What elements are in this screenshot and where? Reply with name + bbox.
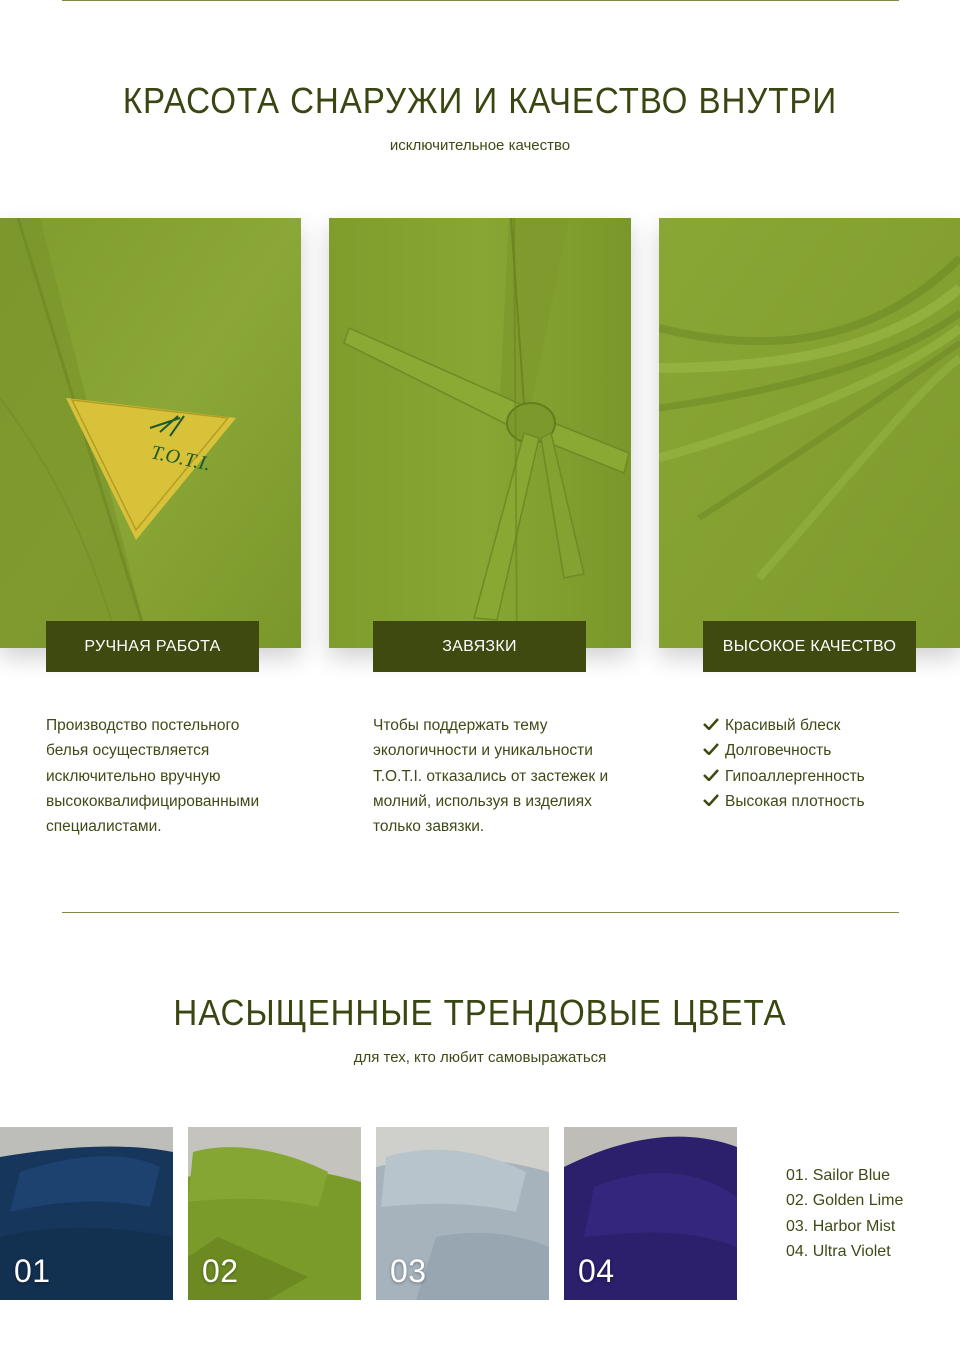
checklist-item: Гипоаллергенность [703,764,865,789]
top-divider [62,0,899,1]
section-title-colors: НАСЫЩЕННЫЕ ТРЕНДОВЫЕ ЦВЕТА [173,992,787,1033]
color-swatch-sailor-blue[interactable]: 01 [0,1127,173,1300]
badge-ties: ЗАВЯЗКИ [373,621,586,672]
svg-text:T.O.T.I.: T.O.T.I. [148,441,213,476]
section-subtitle-colors: для тех, кто любит самовыражаться [353,1049,607,1066]
ties-description: Чтобы поддержать тему экологичности и уникальности T.O.T.I. отказались от застежек и молний, используя в изделиях только завязки. [373,717,609,836]
photo-quality [659,218,960,648]
check-icon [703,738,725,763]
checklist-item: Красивый блеск [703,713,865,738]
section-divider [62,912,899,913]
color-name-item: 01. Sailor Blue [786,1167,891,1184]
handmade-description: Производство постельного белья осуществляется исключительно вручную высококвалифицированными специалистами. [46,717,260,836]
photo-ties [329,218,631,648]
color-swatch-harbor-mist[interactable]: 03 [376,1127,549,1300]
color-names-list [786,1163,903,1264]
color-swatch-ultra-violet[interactable]: 04 [564,1127,737,1300]
color-name-item: 02. Golden Lime [786,1192,904,1210]
checklist-item: Высокая плотность [703,789,865,814]
color-swatch-golden-lime[interactable]: 02 [188,1127,361,1300]
badge-handmade: РУЧНАЯ РАБОТА [46,621,259,672]
check-icon [703,713,725,738]
checklist-item: Долговечность [703,738,865,763]
section-subtitle-quality: исключительное качество [389,137,571,154]
photo-handmade [0,218,301,648]
check-icon [703,789,725,814]
color-name-item: 03. Harbor Mist [786,1217,896,1235]
check-icon [703,764,725,789]
badge-quality: ВЫСОКОЕ КАЧЕСТВО [703,621,916,672]
quality-checklist [703,713,865,814]
section-title-quality: КРАСОТА СНАРУЖИ И КАЧЕСТВО ВНУТРИ [122,80,838,121]
color-name-item: 04. Ultra Violet [786,1242,891,1260]
